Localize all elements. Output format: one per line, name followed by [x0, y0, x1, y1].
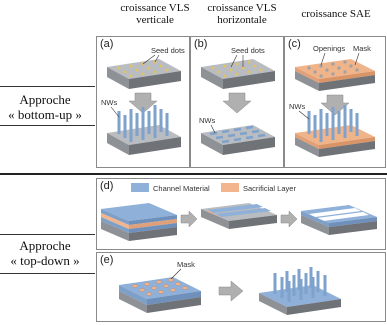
label-bottom-up-line2: « bottom-up » — [8, 107, 82, 122]
panel-e-mask-label: Mask — [177, 260, 195, 269]
panel-d-arrow-2 — [281, 211, 297, 227]
panel-c-bottom-label: NWs — [289, 102, 306, 111]
panel-c-letter: (c) — [288, 38, 301, 50]
panel-b-bottom-label: NWs — [199, 116, 216, 125]
top-down-connector-bottom — [0, 273, 95, 274]
panel-b — [190, 36, 284, 168]
panel-c-mask-label: Mask — [353, 44, 371, 53]
label-bottom-up-line1: Approche — [19, 92, 71, 107]
legend-channel-label: Channel Material — [153, 184, 210, 193]
panel-e-letter: (e) — [100, 254, 114, 266]
label-top-down-line2: « top-down » — [10, 253, 80, 268]
panel-e-arrow — [219, 281, 243, 301]
panel-a-bottom-label: NWs — [101, 98, 118, 107]
panel-b-top-label: Seed dots — [231, 46, 265, 55]
panel-a-letter: (a) — [100, 38, 114, 50]
panel-d — [96, 178, 386, 250]
header-vls-vertical-line2: verticale — [136, 14, 174, 26]
panel-c — [284, 36, 386, 168]
panel-c-openings-label: Openings — [313, 44, 346, 53]
header-vls-vertical — [110, 2, 200, 26]
bottom-up-connector-bottom — [0, 125, 95, 126]
panel-d-stack-2 — [201, 203, 277, 229]
panel-d-letter: (d) — [100, 180, 114, 192]
panel-b-letter: (b) — [194, 38, 208, 50]
panel-a-drawing — [97, 37, 189, 167]
legend-sacrificial-label: Sacrificial Layer — [243, 184, 296, 193]
bottom-up-connector — [0, 86, 95, 87]
panel-d-arrow-1 — [181, 211, 197, 227]
label-top-down — [2, 238, 88, 268]
top-down-connector — [0, 234, 95, 235]
panel-b-arrow — [223, 93, 251, 113]
header-vls-horizontal-line2: horizontale — [217, 14, 267, 26]
panel-d-stack-3 — [301, 205, 377, 235]
section-divider — [0, 173, 387, 175]
header-vls-vertical-line1: croissance VLS — [120, 2, 190, 14]
header-vls-horizontal-line1: croissance VLS — [207, 2, 277, 14]
panel-e — [96, 252, 386, 322]
label-top-down-line1: Approche — [19, 238, 71, 253]
panel-b-drawing — [191, 37, 283, 167]
header-sae-line1: croissance SAE — [301, 8, 371, 20]
label-bottom-up — [2, 92, 88, 122]
header-vls-horizontal — [192, 2, 292, 26]
legend-sacrificial-swatch — [221, 183, 239, 192]
panel-c-drawing — [285, 37, 385, 167]
panel-d-drawing — [97, 179, 385, 249]
legend-channel-swatch — [131, 183, 149, 192]
header-sae — [286, 8, 386, 20]
panel-a — [96, 36, 190, 168]
panel-e-drawing — [97, 253, 385, 321]
panel-a-top-label: Seed dots — [151, 46, 185, 55]
panel-d-stack-1 — [101, 203, 177, 241]
